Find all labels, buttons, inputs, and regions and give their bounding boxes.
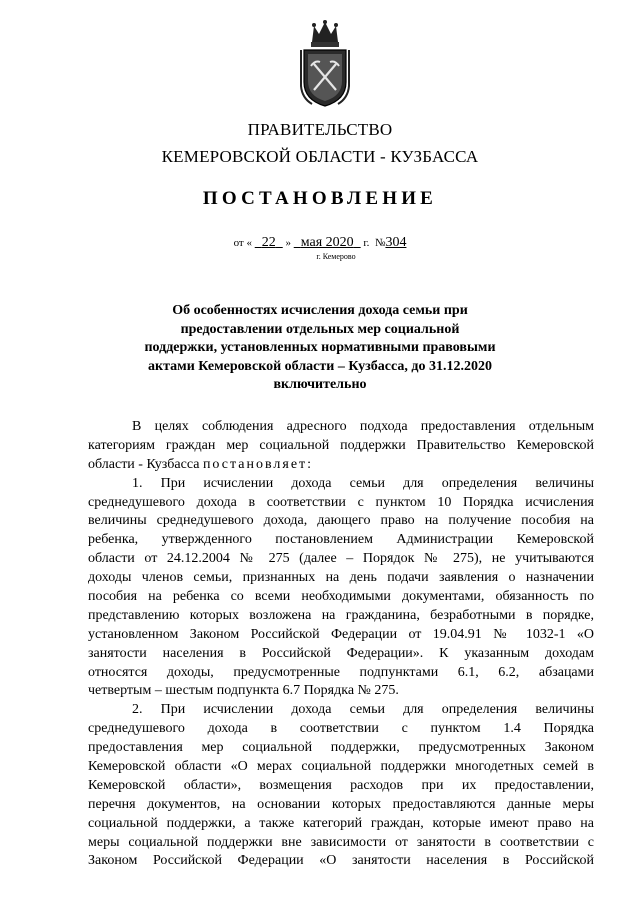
body-line: доходы членов семьи, признанных на день подачи заявления о назначении [88,570,594,586]
date-month-year-value: мая 2020 [300,235,354,250]
date-month-year [294,235,361,250]
body-line: представлению которых возложена на гражданина, безработными в порядке, [88,607,594,623]
coat-of-arms-icon [298,20,352,108]
body-line: области от 24.12.2004 № 275 (далее – Порядок № 275), не учитываются [88,551,594,567]
preamble-colon: : [307,456,312,472]
decree-word: постановляет [202,456,308,472]
body-line: четвертым – шестым подпункта 6.7 Порядка № 275. [88,683,399,699]
body-line: занятости населения в Российской Федерации». К указанным доходам [88,645,594,661]
body-line: социальной поддержки, а также категорий граждан, которые имеют право на [88,815,594,831]
body-line: величины среднедушевого дохода, дающего право на получение пособия на [88,513,594,529]
body-line: Кемеровской области», возмещения расходов при их предоставлении, [88,777,594,793]
title-line: Об особенностях исчисления дохода семьи при [172,303,468,318]
body-line: установленном Законом Российской Федерации от 19.04.91 № 1032-1 «О [88,626,594,642]
body-line: В целях соблюдения адресного подхода предоставления отдельным [132,419,594,434]
body-line: категориям граждан мер социальной поддержки Правительство Кемеровской [88,437,594,453]
body-line: 2. При исчислении дохода семьи для определения величины [132,702,594,718]
date-day-value: 22 [261,235,276,250]
preamble-text: области - Кузбасса [88,456,200,472]
date-day [255,235,283,250]
title-line: предоставлении отдельных мер социальной [180,321,460,337]
title-line: включительно [273,377,367,392]
body-line: Законом Российской Федерации «О занятости населения в Российской [88,853,594,869]
body-line: Кемеровской области «О мерах социальной поддержки многодетных семей в [88,759,594,775]
body-line: предоставления мер социальной поддержки, предусмотренных Законом [88,740,594,756]
document-body [88,418,594,871]
government-name-line2: КЕМЕРОВСКОЙ ОБЛАСТИ - КУЗБАССА [161,147,479,166]
body-line: среднедушевого дохода в соответствии с пунктом 1.4 Порядка [88,721,594,737]
body-line: ребенка, утвержденного постановлением Администрации Кемеровской [88,532,594,548]
body-line: пособия на ребенка со всеми необходимыми документами, обязанность по [88,589,594,605]
body-line: относятся доходы, предусмотренные подпунктами 6.1, 6.2, абзацами [88,664,594,680]
body-line: среднедушевого дохода в соответствии с пунктом 10 Порядка исчисления [88,494,594,510]
date-prefix: от « [233,237,252,249]
document-number: 304 [385,235,407,250]
date-close-quote: » [285,237,291,249]
date-year-suffix: г. [363,237,370,249]
document-date-number [0,235,640,251]
title-line: поддержки, установленных нормативными правовыми [144,340,496,355]
number-prefix: № [374,237,386,249]
document-title [130,302,510,395]
body-line: меры социальной поддержки вне зависимости от занятости в соответствии с [88,834,594,850]
body-line: 1. При исчислении дохода семьи для определения величины [132,475,594,491]
government-name-line1: ПРАВИТЕЛЬСТВО [247,120,393,139]
title-line: актами Кемеровской области – Кузбасса, до 31.12.2020 [148,358,492,374]
body-line: перечня документов, на основании которых предоставляются данные меры [88,796,594,812]
city-label: г. Кемерово [316,252,356,261]
body-line [88,456,594,475]
document-type-heading: ПОСТАНОВЛЕНИЕ [202,188,438,209]
